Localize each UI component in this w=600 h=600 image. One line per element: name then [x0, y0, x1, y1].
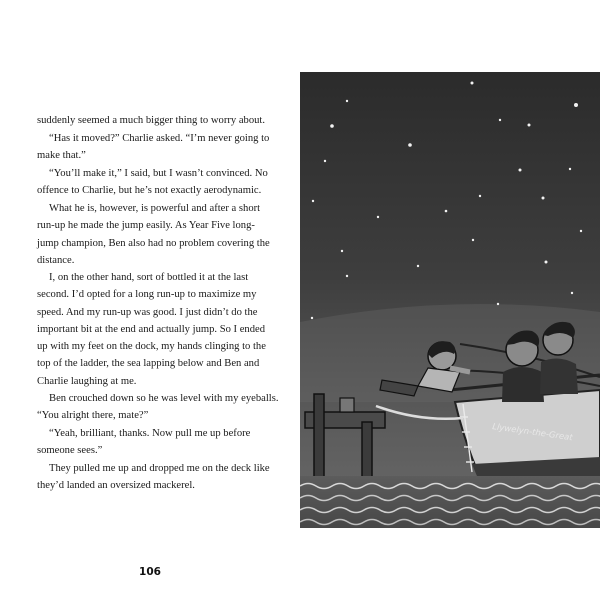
dock-crate — [340, 398, 354, 412]
page-number: 106 — [139, 566, 161, 578]
text-line: Charlie laughing at me. — [37, 375, 137, 387]
star — [417, 265, 419, 267]
star — [408, 143, 412, 147]
star — [545, 261, 548, 264]
paragraph — [37, 269, 266, 390]
text-line: “Has it moved?” Charlie asked. “I’m never going to — [49, 133, 270, 144]
star — [311, 317, 313, 319]
star — [312, 200, 314, 202]
ben-body — [502, 367, 544, 402]
illustration — [300, 72, 600, 528]
star — [346, 275, 348, 277]
text-line: “You alright there, mate?” — [37, 410, 149, 422]
text-line: second. I’d opted for a long run-up to maximize my — [37, 289, 257, 301]
star — [574, 103, 578, 107]
paragraph — [37, 112, 266, 129]
text-line: What he is, however, is powerful and after a short — [49, 203, 261, 214]
text-line: offence to Charlie, but he’s not exactly aerodynamic. — [37, 185, 262, 197]
star — [341, 250, 343, 252]
star — [571, 292, 573, 294]
star — [479, 195, 481, 197]
paragraph — [37, 165, 268, 200]
text-line: run-up he made the jump easily. As Year Five long- — [37, 220, 255, 232]
star — [377, 216, 379, 218]
star — [471, 82, 474, 85]
star — [528, 124, 531, 127]
text-line: up with my feet on the dock, my hands clinging to the — [37, 341, 266, 353]
paragraph — [37, 425, 258, 460]
text-line: make that.” — [37, 150, 86, 162]
text-line: important bit at the end and actually jump. So I ended — [37, 323, 266, 335]
text-line: I, on the other hand, sort of bottled it at the last — [49, 272, 249, 283]
star — [497, 303, 499, 305]
star — [346, 100, 348, 102]
star — [519, 169, 522, 172]
text-line: They pulled me up and dropped me on the deck like — [49, 463, 270, 474]
text-line: distance. — [37, 254, 75, 266]
boat-name: Llywelyn-the-Great — [491, 422, 574, 444]
text-line: they’d landed an oversized mackerel. — [37, 480, 195, 492]
text-line: “Yeah, brilliant, thanks. Now pull me up before — [49, 428, 251, 439]
text-page — [0, 72, 300, 578]
star — [330, 124, 334, 128]
charlie-body — [540, 358, 578, 394]
text-line: jump champion, Ben also had no problem covering the — [37, 237, 270, 249]
text-line: Ben crouched down so he was level with my eyeballs. — [49, 393, 279, 404]
boat-scene-illustration — [300, 72, 600, 528]
star — [542, 197, 545, 200]
text-line: top of the ladder, the sea lapping below and Ben and — [37, 358, 260, 370]
star — [580, 230, 582, 232]
star — [472, 239, 474, 241]
text-line: “You’ll make it,” I said, but I wasn’t convinced. No — [49, 168, 268, 179]
text-line: suddenly seemed a much bigger thing to worry about. — [37, 115, 266, 126]
paragraph — [37, 390, 279, 425]
star — [445, 210, 448, 213]
text-line: speed. And my run-up was good. I just didn’t do the — [37, 306, 258, 318]
paragraph — [37, 200, 270, 269]
text-line: someone sees.” — [37, 445, 103, 457]
paragraph — [37, 130, 270, 165]
star — [499, 119, 501, 121]
sea-waves — [300, 476, 600, 528]
star — [324, 160, 326, 162]
star — [569, 168, 571, 170]
paragraph — [37, 460, 270, 495]
